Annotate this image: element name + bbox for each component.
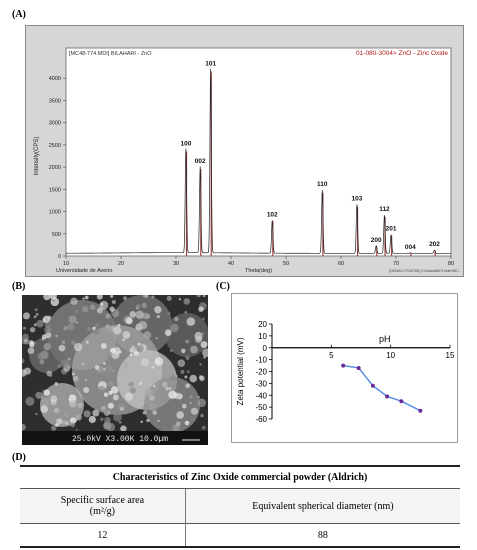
sem-particle <box>82 363 85 366</box>
sem-particle <box>51 426 56 431</box>
sem-particle <box>103 362 106 365</box>
sem-particle <box>190 346 198 354</box>
xrd-x-axis-label: Theta(deg) <box>245 268 272 274</box>
zeta-ytick-label: -50 <box>255 403 267 413</box>
sem-particle <box>152 296 155 299</box>
sem-particle <box>95 323 100 328</box>
sem-particle <box>113 394 119 400</box>
sem-particle <box>120 407 124 411</box>
sem-particle <box>200 414 204 418</box>
sem-particle <box>87 327 91 331</box>
sem-particle <box>197 399 206 408</box>
zeta-plot <box>232 294 457 442</box>
sem-particle <box>103 409 108 414</box>
sem-particle <box>63 326 68 331</box>
sem-particle <box>97 308 103 314</box>
sem-particle <box>41 398 49 406</box>
sem-particle <box>108 381 114 387</box>
sem-particle <box>56 418 62 424</box>
sem-particle <box>168 391 176 399</box>
xrd-ytick-label: 1000 <box>48 209 61 216</box>
xrd-ytick-label: 0 <box>57 254 61 260</box>
sem-particle <box>197 396 200 399</box>
sem-particle <box>108 403 114 409</box>
sem-particle <box>68 323 75 330</box>
sem-particle <box>113 413 122 422</box>
table-header-diameter: Equivalent spherical diameter (nm) <box>185 489 460 524</box>
xrd-footer-right: [DEMAC-PC00785] C:\Dados\MCFolder\MC... <box>389 269 461 273</box>
zeta-ytick-label: 20 <box>258 320 267 329</box>
table-header-surface-area <box>20 489 185 524</box>
zeta-data-point <box>357 366 361 370</box>
sem-particle <box>26 397 35 406</box>
xrd-ytick-label: 4000 <box>48 76 61 83</box>
zeta-series-line <box>343 366 420 411</box>
sem-particle <box>98 386 105 393</box>
sem-particle <box>61 359 70 368</box>
xrd-ytick-label: 2500 <box>48 142 61 149</box>
sem-particle <box>107 423 115 431</box>
zeta-ytick-label: 0 <box>262 343 267 353</box>
sem-particle <box>106 364 113 371</box>
sem-particle <box>34 323 37 326</box>
sem-particle <box>136 345 144 353</box>
sem-particle <box>201 341 208 348</box>
sem-particle <box>22 358 25 363</box>
sem-particle <box>198 307 203 312</box>
sem-particle <box>202 318 205 321</box>
sem-particle <box>62 420 66 424</box>
sem-particle <box>54 382 58 386</box>
sem-particle <box>35 413 38 416</box>
sem-particle <box>149 396 154 401</box>
sem-particle <box>103 368 105 370</box>
panel-label-c: (C) <box>216 281 230 292</box>
sem-particle <box>89 416 96 423</box>
sem-particle <box>170 349 173 352</box>
sem-particle <box>185 356 190 361</box>
sem-particle <box>92 410 99 417</box>
sem-particle <box>75 310 78 313</box>
sem-particle <box>167 312 170 315</box>
xrd-chart <box>25 25 464 277</box>
xrd-ytick-label: 1500 <box>48 187 61 194</box>
sem-particle <box>149 403 158 412</box>
xrd-xtick-label: 30 <box>172 261 180 267</box>
sem-particle <box>203 295 206 297</box>
table-value-diameter: 88 <box>185 524 460 548</box>
sem-particle <box>143 411 147 415</box>
zeta-ytick-label: -60 <box>255 415 267 424</box>
xrd-peak-label: 004 <box>404 243 416 251</box>
sem-particle <box>112 300 116 304</box>
sem-particle <box>50 395 57 402</box>
sem-particle <box>90 304 96 310</box>
sem-particle <box>190 395 193 398</box>
xrd-ytick-label: 2000 <box>48 165 61 172</box>
sem-particle <box>185 421 190 426</box>
sem-particle <box>176 421 181 426</box>
xrd-ytick-label: 3500 <box>48 98 61 105</box>
sem-particle <box>157 315 160 318</box>
sem-particle <box>113 326 121 334</box>
xrd-peak-label: 200 <box>370 236 382 244</box>
sem-particle <box>199 376 204 381</box>
zeta-ytick-label: -40 <box>255 391 267 401</box>
sem-particle <box>123 296 127 300</box>
sem-particle <box>82 306 89 313</box>
xrd-peak-label: 102 <box>266 211 278 219</box>
sem-particle <box>195 336 202 343</box>
sem-particle <box>178 359 186 367</box>
xrd-peak-label: 202 <box>429 241 440 249</box>
sem-particle <box>191 408 198 415</box>
xrd-xtick-label: 60 <box>337 261 345 267</box>
sem-particle <box>182 404 187 409</box>
sem-particle <box>76 429 78 431</box>
xrd-peak-label: 110 <box>317 181 328 189</box>
sem-particle <box>110 307 115 312</box>
sem-particle <box>36 313 39 316</box>
xrd-footer-left: Universidade de Aveiro <box>56 268 113 274</box>
sem-particle <box>56 335 58 337</box>
sem-particle <box>152 366 155 369</box>
sem-particle <box>35 392 42 399</box>
xrd-plot <box>26 26 463 276</box>
sem-particle <box>189 402 191 404</box>
sem-particle <box>70 298 77 305</box>
sem-particle <box>180 370 184 374</box>
sem-particle <box>93 329 99 335</box>
zeta-chart <box>231 293 458 443</box>
sem-particle <box>142 303 147 308</box>
sem-particle <box>72 373 75 376</box>
sem-particle <box>181 349 186 354</box>
xrd-peak-label: 100 <box>180 140 192 148</box>
zeta-data-point <box>341 364 345 368</box>
sem-particle <box>39 360 44 365</box>
sem-particle <box>154 379 158 383</box>
surface-area-label: Specific surface area <box>60 495 145 506</box>
sem-particle <box>139 382 142 385</box>
sem-particle <box>44 390 50 396</box>
sem-particle <box>69 315 77 323</box>
xrd-y-axis-label: Intensity(CPS) <box>34 136 40 176</box>
sem-particle <box>153 385 155 387</box>
sem-particle <box>43 316 51 324</box>
sem-particle <box>162 382 167 387</box>
sem-particle <box>83 387 89 393</box>
sem-particle <box>170 324 179 333</box>
sem-particle <box>86 341 89 344</box>
sem-particle <box>44 343 52 351</box>
sem-particle <box>23 327 26 330</box>
sem-particle <box>43 295 50 300</box>
xrd-xtick-label: 80 <box>447 261 455 267</box>
sem-particle <box>169 387 172 390</box>
sem-particle <box>74 343 82 351</box>
sem-particle <box>22 424 26 430</box>
sem-particle <box>185 340 189 344</box>
sem-particle <box>104 393 108 397</box>
xrd-xtick-label: 40 <box>227 261 235 267</box>
sem-particle <box>70 422 75 427</box>
zeta-data-point <box>399 399 403 403</box>
sem-particle <box>157 420 159 422</box>
sem-particle <box>38 353 45 360</box>
sem-particle <box>100 418 103 421</box>
sem-particle <box>101 303 104 306</box>
sem-particle <box>78 403 83 408</box>
sem-particle <box>62 341 65 344</box>
table-title: Characteristics of Zinc Oxide commercial powder (Aldrich) <box>20 466 460 489</box>
zeta-y-axis-label: Zeta potential (mV) <box>236 337 245 406</box>
sem-particle <box>101 343 107 349</box>
sem-particle <box>187 370 190 373</box>
sem-particle <box>130 388 136 394</box>
sem-particle <box>71 341 75 345</box>
zeta-xtick-label: 10 <box>386 350 396 360</box>
sem-particle <box>144 388 152 396</box>
sem-particle <box>154 306 161 313</box>
sem-particle <box>67 396 70 399</box>
sem-particle <box>23 312 30 319</box>
zeta-data-point <box>371 384 375 388</box>
sem-particle <box>76 414 82 420</box>
sem-particle <box>29 340 33 344</box>
sem-particle <box>126 317 133 324</box>
panel-label-d: (D) <box>12 452 26 463</box>
zeta-ytick-label: -10 <box>255 355 267 365</box>
sem-particle <box>197 295 201 297</box>
sem-particle <box>59 345 66 352</box>
sem-particle <box>40 405 48 413</box>
sem-particle <box>179 298 181 300</box>
sem-particle <box>50 374 53 377</box>
zeta-data-point <box>418 409 422 413</box>
sem-particle <box>124 370 127 373</box>
zeta-xtick-label: 5 <box>329 350 334 360</box>
sem-particle <box>85 379 88 382</box>
panel-label-a: (A) <box>12 9 26 20</box>
sem-particle <box>139 321 148 330</box>
zeta-data-point <box>385 394 389 398</box>
sem-particle <box>85 296 89 300</box>
sem-particle <box>84 410 91 417</box>
sem-particle <box>167 296 172 301</box>
sem-particle <box>189 375 197 383</box>
sem-micrograph <box>22 295 208 445</box>
xrd-peak-label: 002 <box>194 158 206 166</box>
sem-particle <box>120 425 126 431</box>
xrd-peak-label: 101 <box>205 60 217 68</box>
sem-caption: 25.0kV X3.00K 10.0µm <box>72 435 169 444</box>
sem-particle <box>95 365 100 370</box>
xrd-header-left: [MC48-774.MDI] BILAHARI - ZnO <box>69 51 152 57</box>
xrd-xtick-label: 20 <box>117 261 125 267</box>
xrd-header-right: 01-080-3004> ZnO - Zinc Oxide <box>356 50 448 57</box>
sem-particle <box>141 358 149 366</box>
sem-particle <box>76 322 78 324</box>
sem-particle <box>128 382 133 387</box>
sem-particle <box>184 376 187 379</box>
sem-particle <box>202 332 205 335</box>
sem-particle <box>184 311 187 314</box>
xrd-peak-label: 103 <box>351 195 363 203</box>
sem-particle <box>129 311 136 318</box>
surface-area-unit: (m²/g) <box>89 506 115 517</box>
panel-label-b: (B) <box>12 281 26 292</box>
sem-particle <box>174 317 178 321</box>
sem-particle <box>123 331 131 339</box>
sem-particle <box>136 313 138 315</box>
sem-particle <box>54 408 60 414</box>
xrd-peak-label: 112 <box>379 206 390 214</box>
zeta-ytick-label: -20 <box>255 367 267 377</box>
sem-particle <box>97 295 103 300</box>
sem-particle <box>156 337 158 339</box>
sem-particle <box>28 347 35 354</box>
sem-particle <box>30 327 35 332</box>
sem-particle <box>82 298 84 300</box>
zeta-ytick-label: 10 <box>258 331 267 341</box>
sem-particle <box>110 295 113 298</box>
table-value-surface-area: 12 <box>20 524 185 548</box>
sem-particle <box>121 361 128 368</box>
sem-particle <box>203 356 205 358</box>
sem-particle <box>112 369 115 372</box>
xrd-xtick-label: 70 <box>392 261 400 267</box>
sem-particle <box>136 307 139 310</box>
xrd-ytick-label: 500 <box>51 231 61 238</box>
sem-particle <box>184 298 191 305</box>
sem-particle <box>176 411 184 419</box>
xrd-ytick-label: 3000 <box>48 120 61 127</box>
sem-particle <box>165 329 172 336</box>
sem-particle <box>109 391 113 395</box>
zeta-xtick-label: 15 <box>445 350 455 360</box>
sem-particle <box>106 324 110 328</box>
sem-particle <box>187 317 196 326</box>
sem-particle <box>130 353 133 356</box>
sem-particle <box>199 363 201 365</box>
sem-particle <box>118 324 121 327</box>
characteristics-table <box>20 465 460 548</box>
sem-particle <box>144 331 152 339</box>
sem-particle <box>107 352 112 357</box>
zeta-ytick-label: -30 <box>255 379 267 389</box>
sem-particle <box>175 375 177 377</box>
sem-particle <box>104 417 111 424</box>
sem-particle <box>34 316 37 319</box>
sem-image-drawing <box>22 295 208 445</box>
xrd-peak-label: 201 <box>385 225 397 233</box>
xrd-xtick-label: 10 <box>62 261 70 267</box>
sem-particle <box>185 383 190 388</box>
sem-particle <box>105 313 110 318</box>
zeta-x-axis-label: pH <box>378 333 391 344</box>
sem-particle <box>44 327 51 334</box>
sem-particle <box>64 412 69 417</box>
sem-particle <box>110 348 115 353</box>
sem-particle <box>140 421 143 424</box>
sem-particle <box>165 387 168 390</box>
sem-particle <box>73 376 79 382</box>
xrd-xtick-label: 50 <box>282 261 290 267</box>
sem-particle <box>162 391 169 398</box>
sem-particle <box>35 308 38 311</box>
sem-particle <box>146 419 149 422</box>
sem-particle <box>155 357 164 366</box>
sem-particle <box>202 426 206 430</box>
sem-particle <box>119 421 122 424</box>
sem-particle <box>24 339 27 342</box>
sem-particle <box>69 400 77 408</box>
sem-particle <box>122 338 125 341</box>
